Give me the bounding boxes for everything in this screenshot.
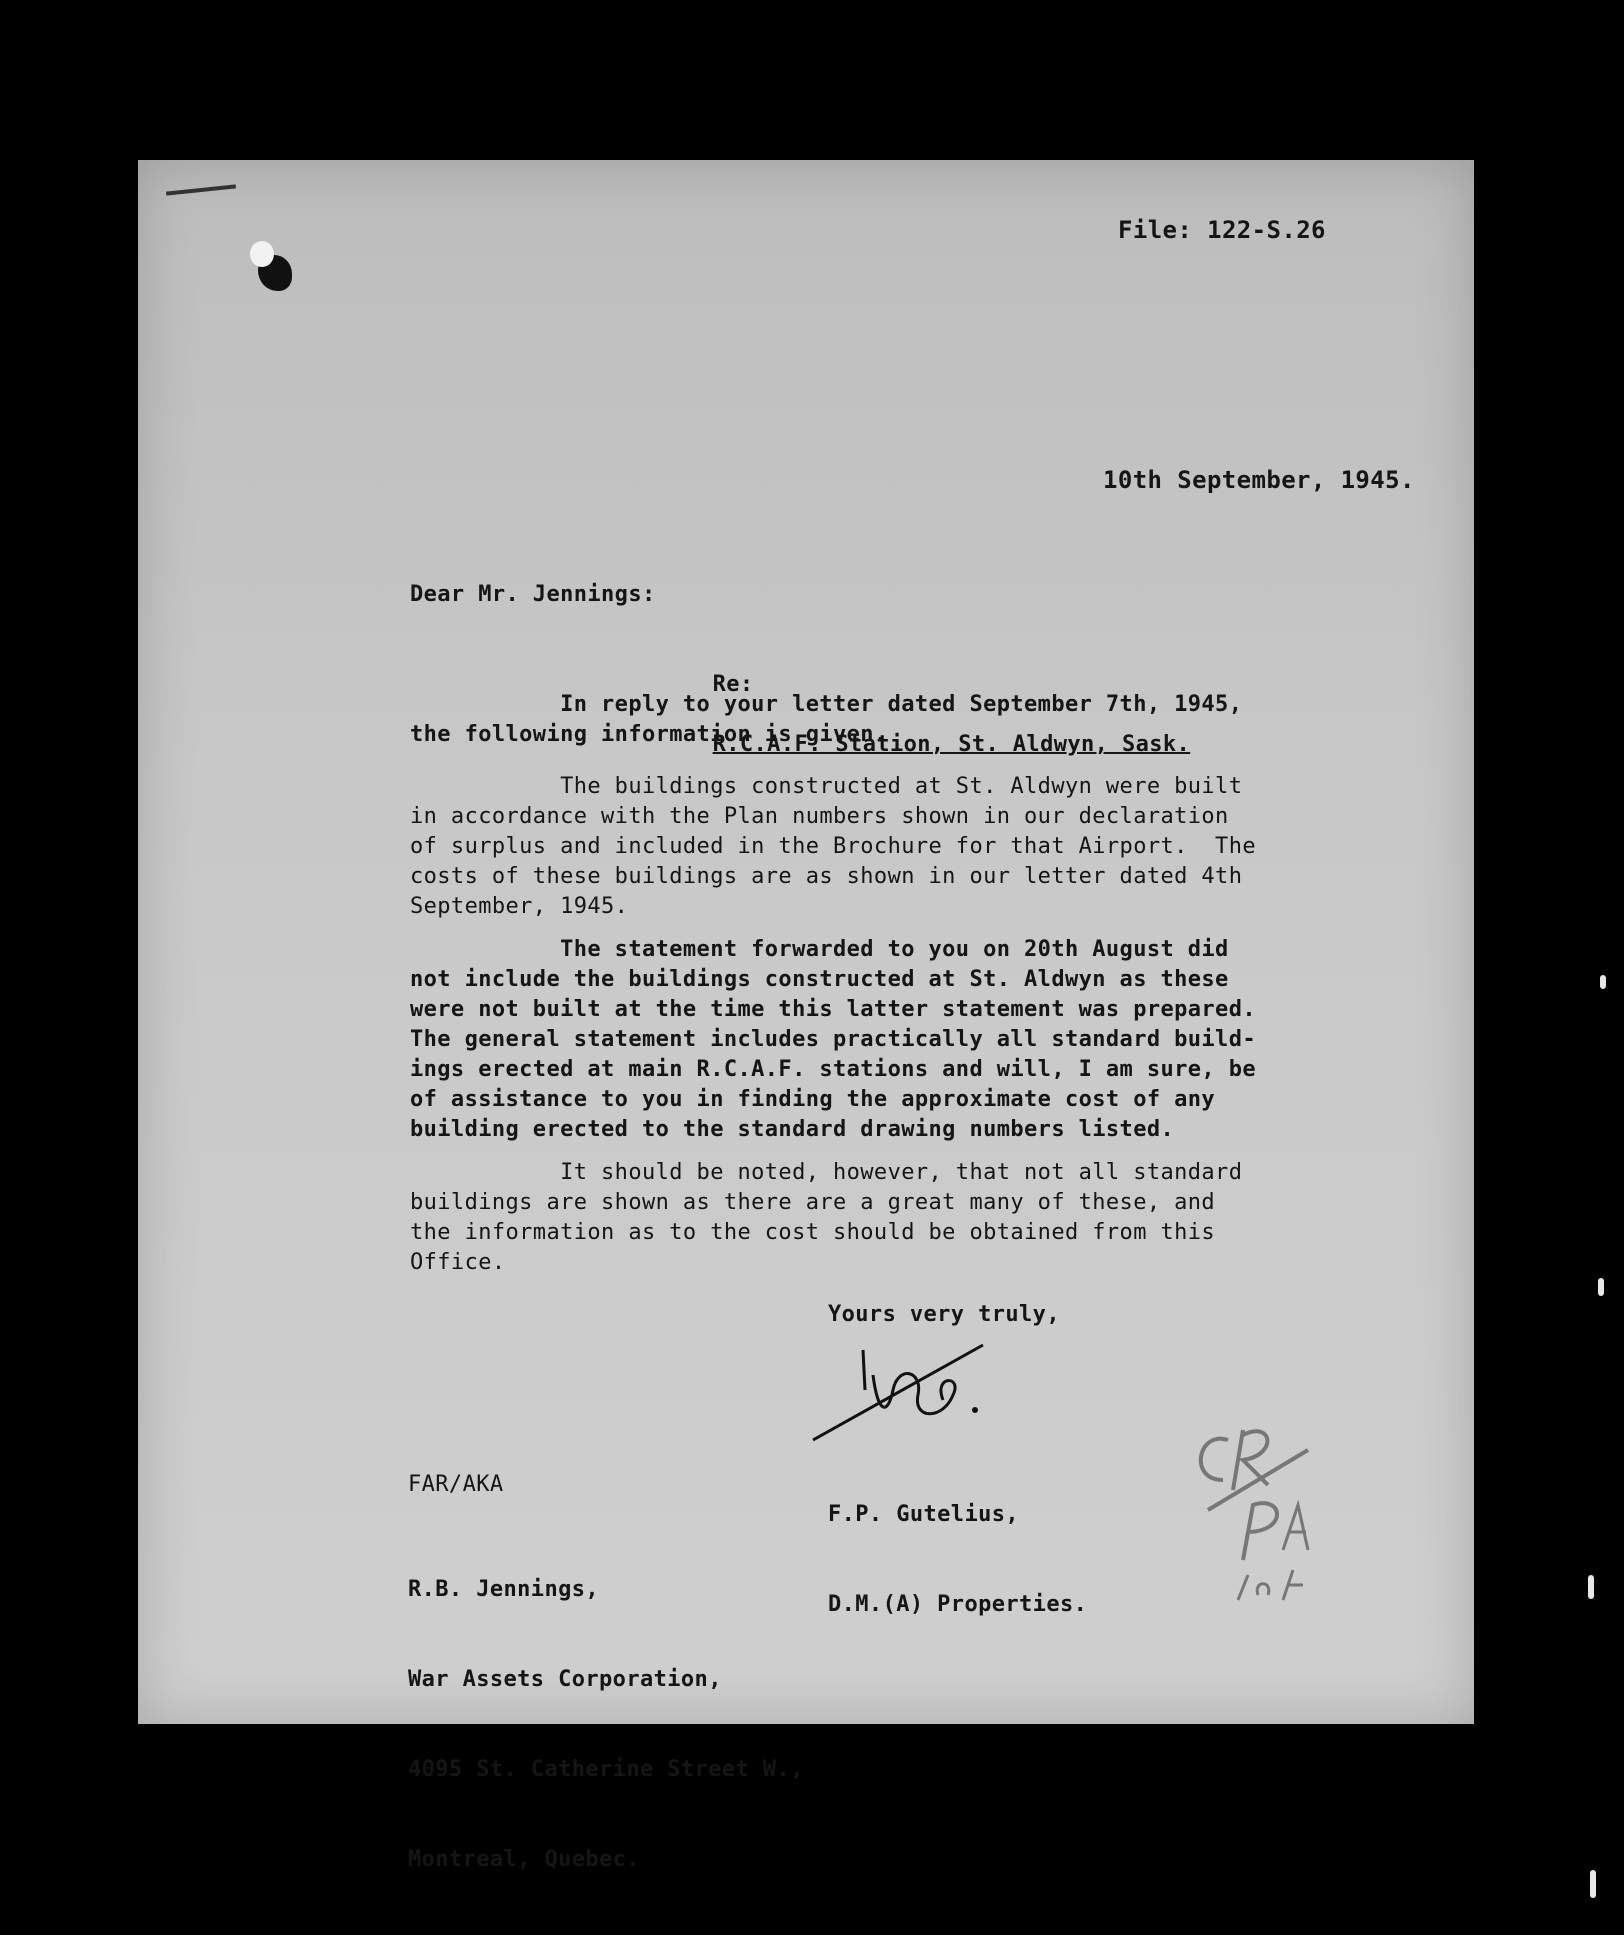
scan-edge-mark (1600, 975, 1606, 989)
letter-page (138, 160, 1474, 1872)
recipient-address (408, 1515, 804, 1935)
recipient-line: Montreal, Quebec. (408, 1847, 640, 1872)
punch-hole-mark (258, 255, 292, 291)
paragraph-1: In reply to your letter dated September 7th, 1945, the following information is given. (410, 692, 1243, 747)
paragraph-3: The statement forwarded to you on 20th August did not include the buildings constructed at St. Aldwyn as these were not built at the time this latter statement was prepared. The general statement includes practically all standard build- ings erected at main R.C.A.F. stations and will, I am sure, be of assistance to you in finding the approximate cost of any building erected to the standard drawing numbers listed. (410, 937, 1256, 1142)
recipient-line: 4095 St. Catherine Street W., (408, 1757, 804, 1782)
recipient-line: War Assets Corporation, (408, 1667, 722, 1692)
handwritten-note-icon (1188, 1410, 1348, 1610)
signer-title: D.M.(A) Properties. (828, 1592, 1088, 1617)
subject-label: Re: (712, 672, 754, 697)
paragraph-2: The buildings constructed at St. Aldwyn were built in accordance with the Plan numbers shown in our declaration of surplus and included in the Brochure for that Airport. The costs of these buildings are as shown in our letter dated 4th September, 1945. (410, 774, 1256, 919)
subject-text: R.C.A.F. Station, St. Aldwyn, Sask. (712, 732, 1191, 757)
salutation: Dear Mr. Jennings: (410, 582, 656, 607)
recipient-line: R.B. Jennings, (408, 1577, 600, 1602)
signature-icon (803, 1335, 993, 1445)
scan-edge-mark (1590, 1870, 1596, 1898)
typist-initials: FAR/AKA (408, 1472, 504, 1497)
corner-mark (166, 184, 236, 195)
file-reference: File: 122-S.26 (1118, 216, 1326, 244)
signer-name: F.P. Gutelius, (828, 1502, 1020, 1527)
signer-block (828, 1440, 1087, 1680)
scan-edge-mark (1588, 1575, 1594, 1599)
paragraph-4: It should be noted, however, that not all standard buildings are shown as there are a great many of these, and the information as to the cost should be obtained from this Office. (410, 1160, 1243, 1275)
scan-edge-mark (1598, 1278, 1604, 1296)
closing: Yours very truly, (828, 1302, 1060, 1327)
letter-date: 10th September, 1945. (1103, 466, 1415, 494)
